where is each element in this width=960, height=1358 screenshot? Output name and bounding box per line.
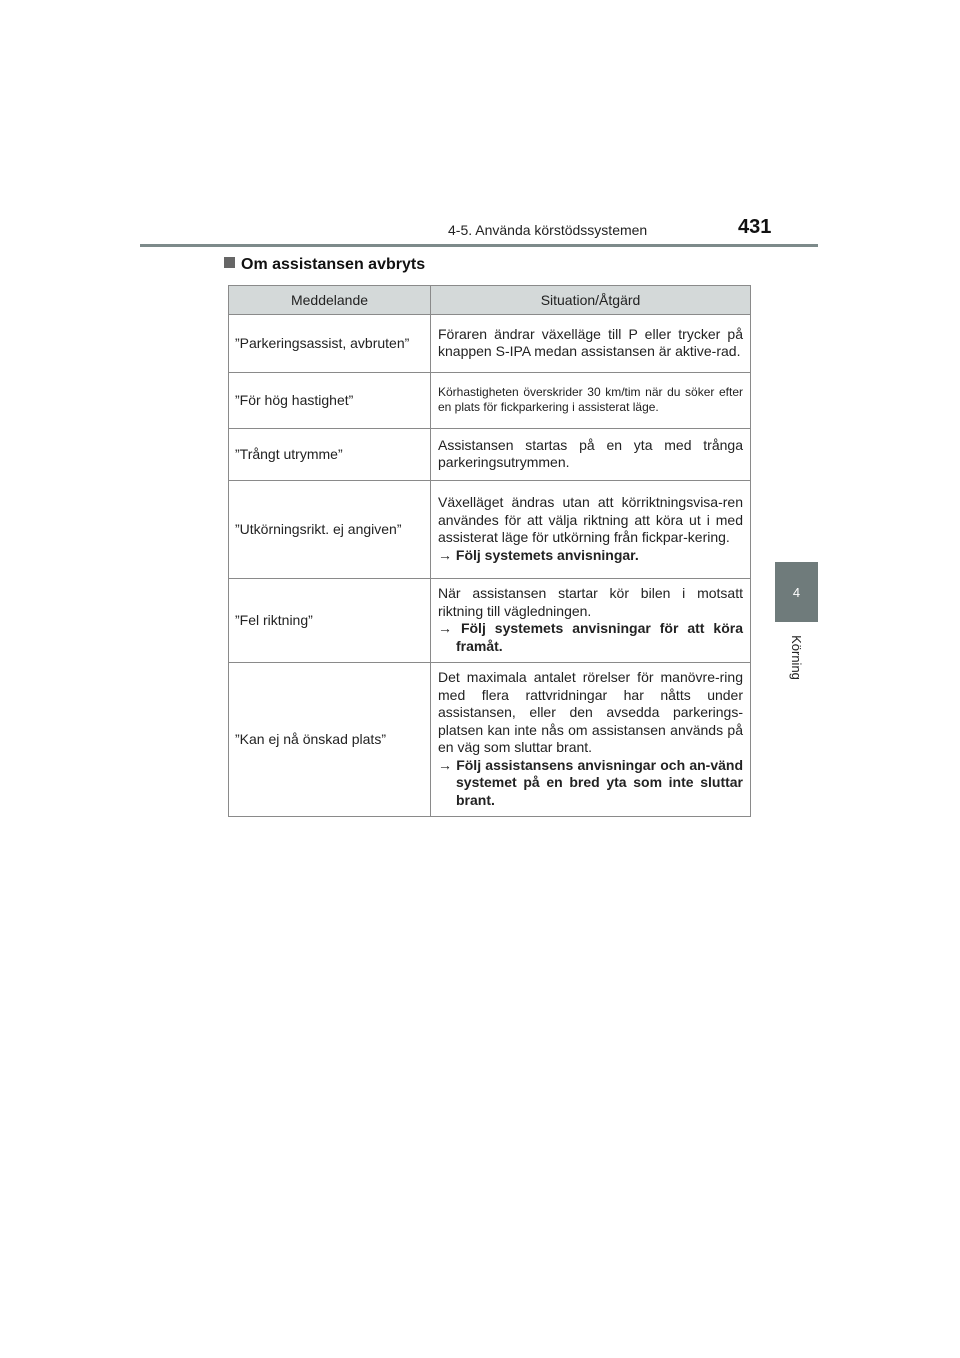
section-heading [224, 256, 425, 274]
action-instruction: → Följ assistansens anvisningar och an-vänd systemet på en bred yta som inte sluttar brant. [438, 756, 743, 808]
situation-text: Det maximala antalet rörelser för manövre-ring med flera rattvridningar har nåtts under assistansen, eller den avsedda parkerings-platsen kan inte nås om assistansen används på en väg som sluttar brant. [438, 669, 743, 755]
situation-cell [431, 481, 751, 579]
table-row [229, 373, 751, 429]
chapter-tab [775, 562, 818, 622]
message-table [228, 285, 751, 817]
page-number: 431 [738, 216, 772, 238]
situation-text: Föraren ändrar växelläge till P eller trycker på knappen S-IPA medan assistansen är aktive-rad. [438, 325, 743, 359]
table-row [229, 579, 751, 663]
message-cell: ”Parkeringsassist, avbruten” [229, 315, 431, 373]
message-cell: ”Trångt utrymme” [229, 429, 431, 481]
chapter-label [775, 622, 818, 692]
situation-cell [431, 429, 751, 481]
message-cell: ”Kan ej nå önskad plats” [229, 663, 431, 817]
situation-text: När assistansen startar kör bilen i motsatt riktning till vägledningen. [438, 585, 743, 619]
table-row [229, 429, 751, 481]
action-instruction: → Följ systemets anvisningar för att köra framåt. [438, 620, 743, 654]
running-header-title: 4-5. Använda körstödssystemen [448, 222, 648, 238]
situation-cell [431, 663, 751, 817]
square-bullet-icon [224, 257, 235, 268]
chapter-label-text: Körning [789, 634, 804, 680]
situation-cell [431, 579, 751, 663]
table-row [229, 481, 751, 579]
section-heading-text: Om assistansen avbryts [241, 256, 426, 273]
situation-text: Växelläget ändras utan att körriktningsvisa-ren användes för att välja riktning att köra ut i med assisterat läge för utkörning från fickpar-kering. [438, 494, 743, 545]
situation-cell [431, 373, 751, 429]
situation-text: Assistansen startas på en yta med trånga parkeringsutrymmen. [438, 436, 743, 470]
column-header-situation: Situation/Åtgärd [431, 286, 751, 315]
table-row [229, 315, 751, 373]
table-row [229, 663, 751, 817]
situation-cell [431, 315, 751, 373]
message-cell: ”För hög hastighet” [229, 373, 431, 429]
column-header-message: Meddelande [229, 286, 431, 315]
message-cell: ”Fel riktning” [229, 579, 431, 663]
table-header-row [229, 286, 751, 315]
action-instruction: → Följ systemets anvisningar. [438, 546, 639, 563]
situation-text: Körhastigheten överskrider 30 km/tim när du söker efter en plats för fickparkering i assisterat läge. [438, 385, 743, 414]
message-cell: ”Utkörningsrikt. ej angiven” [229, 481, 431, 579]
chapter-number: 4 [792, 584, 801, 600]
header-rule [140, 244, 818, 247]
